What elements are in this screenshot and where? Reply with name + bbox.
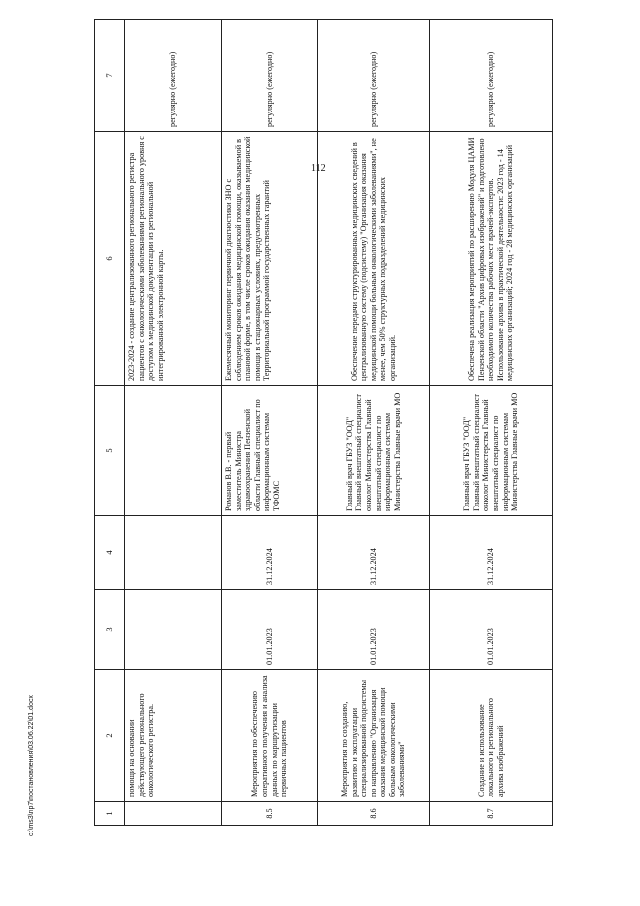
page-number: 112 [311, 163, 326, 174]
result-cell: 2023-2024 - создание централизованного регионального регистра пациентов с онкологическими заболеваниями регионального уровня с доступом к медицинской документации из региональной интегрированной электронной карты. [125, 132, 222, 386]
header-cell: 1 [95, 802, 125, 826]
header-cell: 6 [95, 132, 125, 386]
end-cell: 31.12.2024 [430, 516, 553, 590]
start-cell: 01.01.2023 [222, 590, 318, 670]
end-cell: 31.12.2024 [222, 516, 318, 590]
header-cell: 5 [95, 386, 125, 516]
header-cell: 4 [95, 516, 125, 590]
end-cell [125, 516, 222, 590]
header-cell: 7 [95, 20, 125, 132]
num-cell: 8.5 [222, 802, 318, 826]
result-cell: Обеспечение передачи структурированных медицинских сведений в централизованную систему (подсистему) "Организация оказания медицинской помощи больным онкологическими заболеваниями", не менее, чем 50% структурных подразделений медицинских организаций. [318, 132, 430, 386]
responsible-cell: Главный врач ГБУЗ "ООД" Главный внештатный специалист онколог Министерства Главный внештатный специалист по информационным системам Министерства Главные врачи МО [430, 386, 553, 516]
activity-cell: Создание и использование локального и регионального архива изображений [430, 670, 553, 802]
frequency-cell: регулярно (ежегодно) [222, 20, 318, 132]
activities-table [94, 19, 553, 826]
table-row [430, 20, 553, 826]
start-cell [125, 590, 222, 670]
start-cell: 01.01.2023 [430, 590, 553, 670]
result-cell: Обеспечена реализация мероприятий по расширению Модуля ЦАМИ Пензенской области "Архив цифровых изображений" и подготовлено необходимого количества рабочих мест врачей-экспертов. Использование архива в практической деятельности: 2023 год - 14 медицинских организаций; 2024 год - 28 медицинских организаций [430, 132, 553, 386]
table-row [125, 20, 222, 826]
num-cell [125, 802, 222, 826]
start-cell: 01.01.2023 [318, 590, 430, 670]
frequency-cell: регулярно (ежегодно) [125, 20, 222, 132]
responsible-cell: Романов В.В. - первый заместитель Министра здравоохранения Пензенской области Главный специалист по информационным системам ТФОМС [222, 386, 318, 516]
end-cell: 31.12.2024 [318, 516, 430, 590]
num-cell: 8.7 [430, 802, 553, 826]
result-cell: Ежемесячный мониторинг первичной диагностики ЗНО с соблюдением сроков ожидания медицинской помощи, оказываемой в плановой форме, в том числе сроков ожидания оказания медицинской помощи в стационарных условиях, предусмотренных Территориальной программой государственных гарантий [222, 132, 318, 386]
frequency-cell: регулярно (ежегодно) [430, 20, 553, 132]
responsible-cell: Главный врач ГБУЗ "ООД" Главный внештатный специалист онколог Министерства Главный внештатный специалист по информационным системам Министерства Главные врачи МО [318, 386, 430, 516]
activity-cell: помощи на основании действующего регионального онкологического регистра. [125, 670, 222, 802]
responsible-cell [125, 386, 222, 516]
activity-cell: Мероприятия по созданию, развитию и эксплуатации специализированной подсистемы по направлению "Организация оказания медицинской помощи больным онкологическими заболеваниями" [318, 670, 430, 802]
file-path-footer: c:\ms3\np7\постановления\03.06.22\01.docx [28, 695, 35, 836]
num-cell: 8.6 [318, 802, 430, 826]
table-row [318, 20, 430, 826]
header-row [95, 20, 125, 826]
frequency-cell: регулярно (ежегодно) [318, 20, 430, 132]
header-cell: 2 [95, 670, 125, 802]
table-row [222, 20, 318, 826]
activity-cell: Мероприятия по обеспечению оперативного получения и анализа данных по маршрутизации первичных пациентов [222, 670, 318, 802]
header-cell: 3 [95, 590, 125, 670]
rotated-table-container [94, 20, 552, 826]
